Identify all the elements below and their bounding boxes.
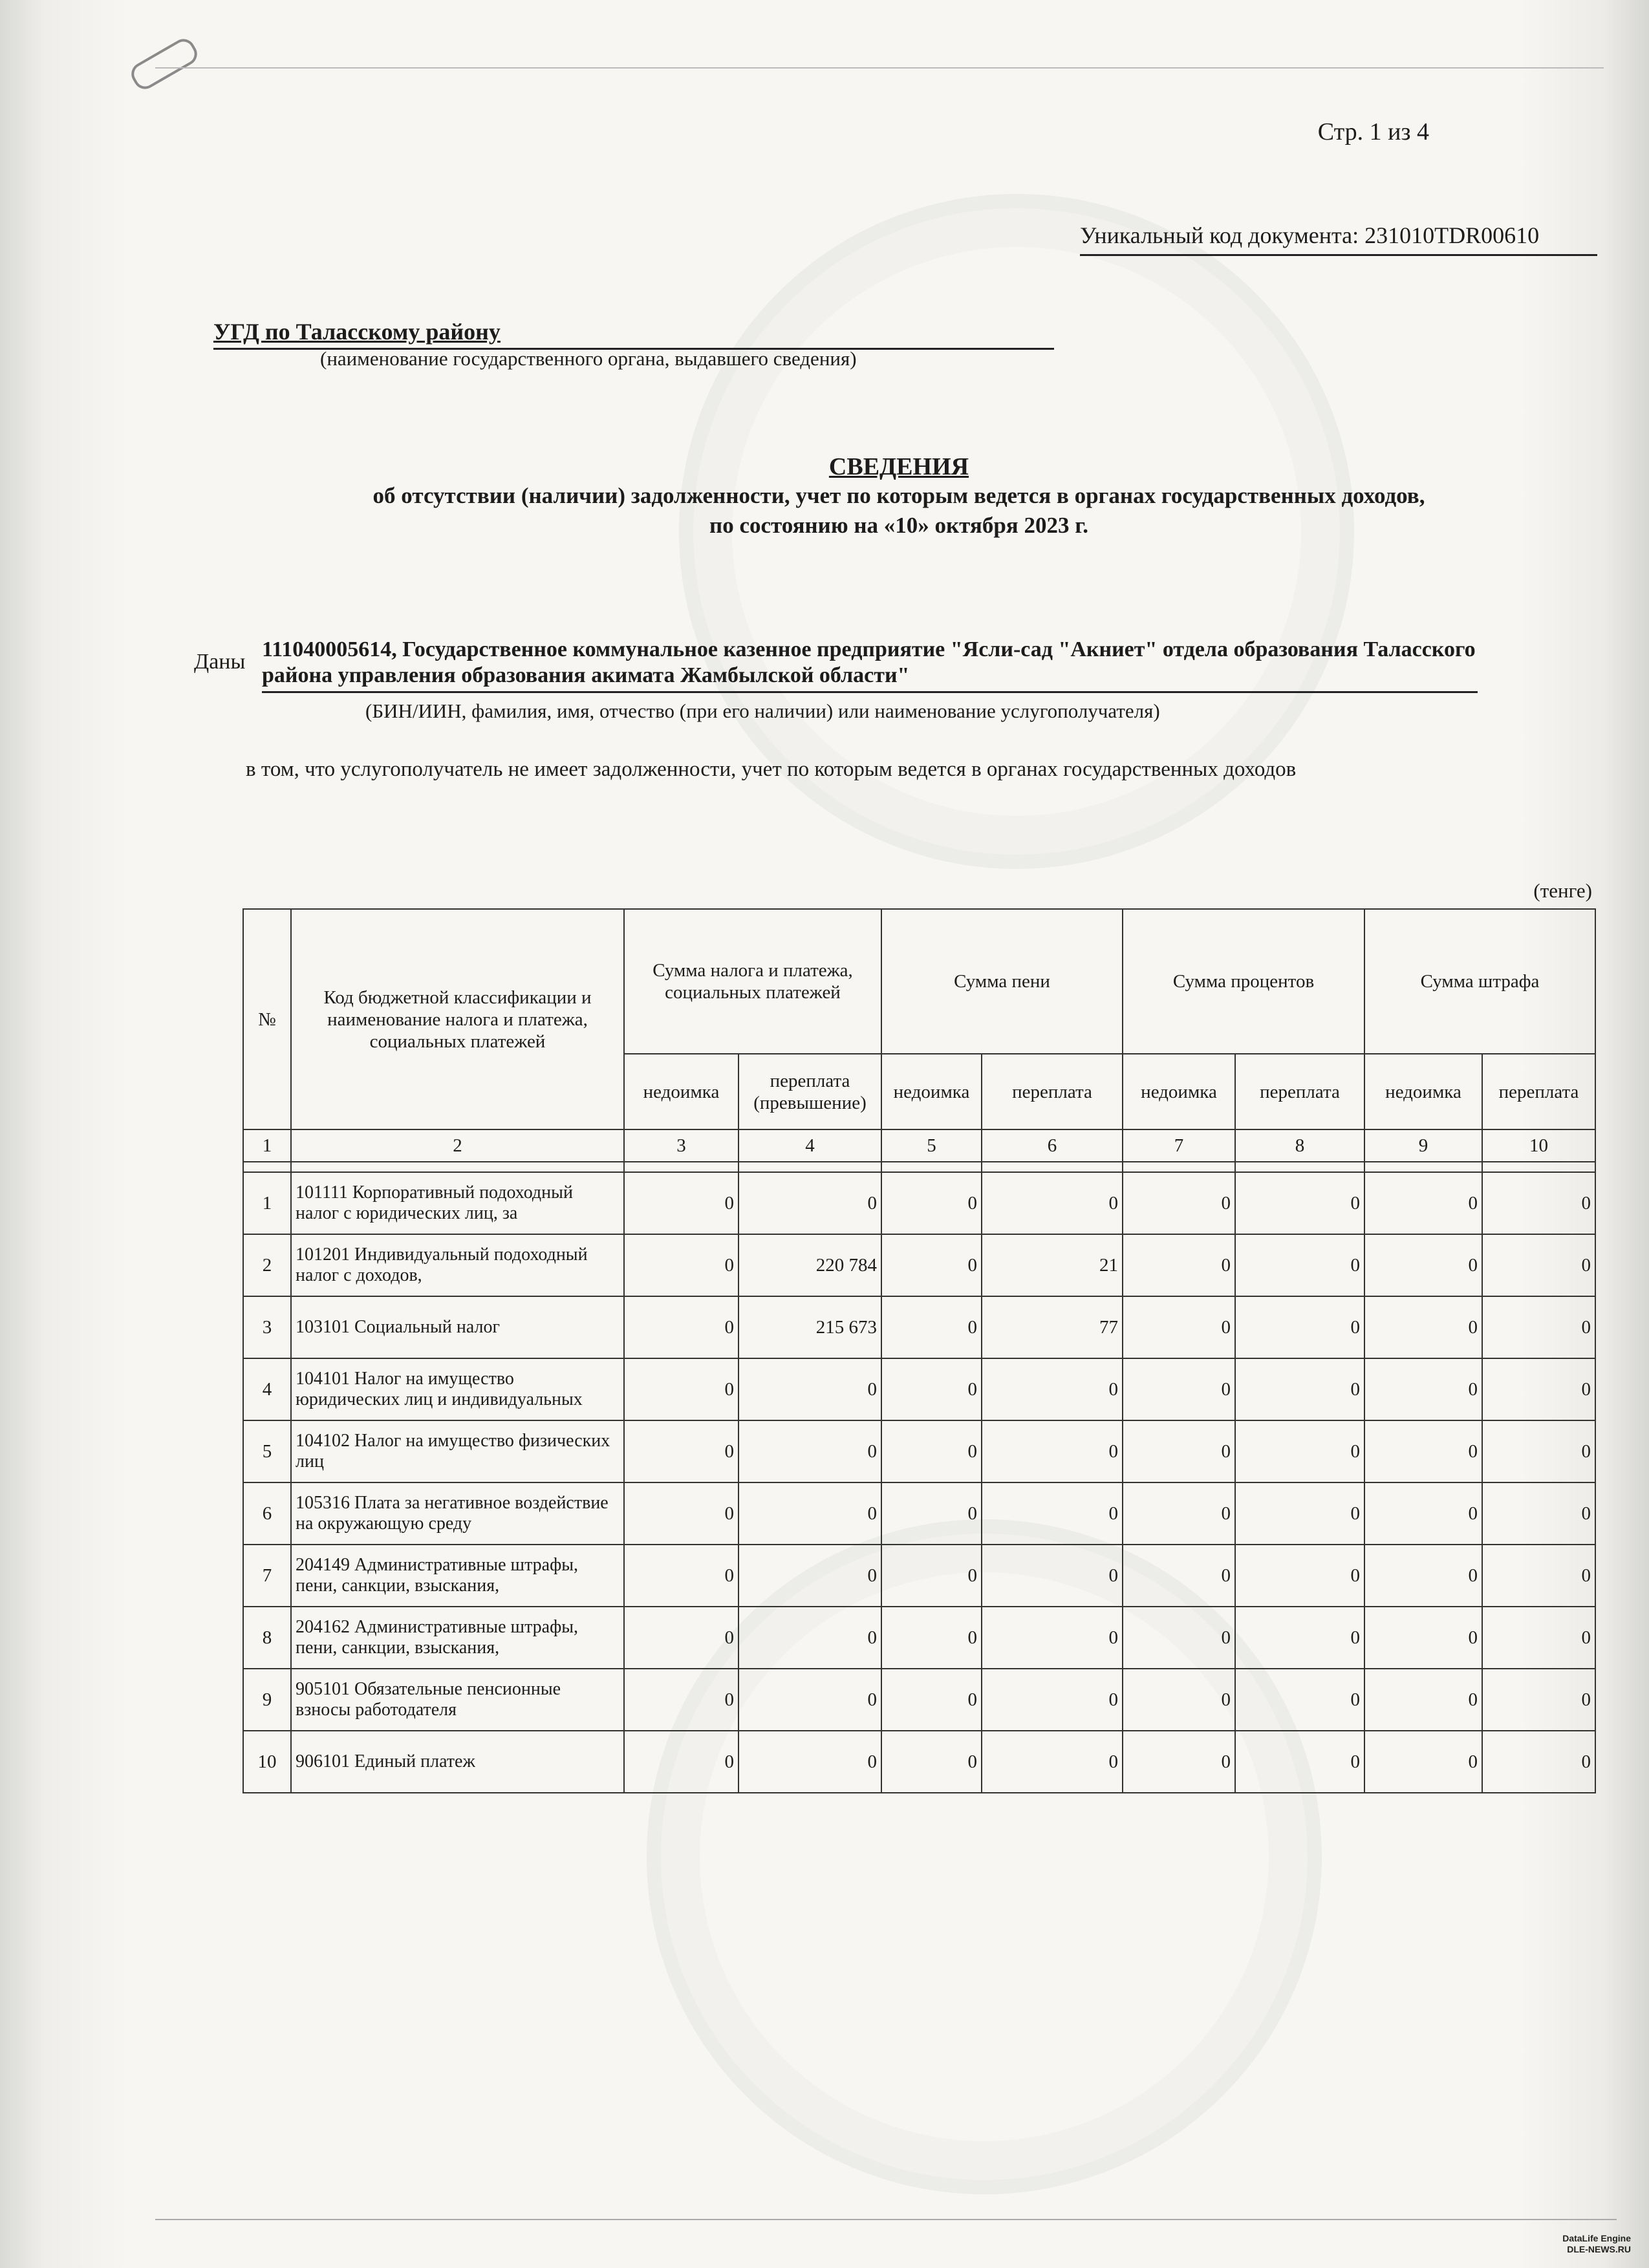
budget-code-name: 104102 Налог на имущество физических лиц (291, 1420, 624, 1482)
header-penalty-arrears: недоимка (881, 1054, 982, 1129)
amount-cell: 0 (1123, 1358, 1235, 1420)
amount-cell: 0 (624, 1482, 738, 1545)
amount-cell: 0 (881, 1358, 982, 1420)
debt-table (242, 908, 1596, 1793)
amount-cell: 0 (881, 1296, 982, 1358)
row-number: 1 (243, 1172, 291, 1234)
amount-cell: 0 (624, 1607, 738, 1669)
amount-cell: 0 (1482, 1420, 1595, 1482)
document-subtitle-line2: по состоянию на «10» октября 2023 г. (709, 513, 1088, 538)
scan-edge-top (155, 67, 1604, 69)
amount-cell: 0 (624, 1420, 738, 1482)
budget-code-name: 204149 Административные штрафы, пени, санкции, взыскания, (291, 1545, 624, 1607)
amount-cell: 0 (881, 1172, 982, 1234)
row-number: 2 (243, 1234, 291, 1296)
document-title: СВЕДЕНИЯ (828, 453, 969, 480)
row-number: 8 (243, 1607, 291, 1669)
footer-brand-name: DataLife Engine (1562, 2233, 1631, 2243)
amount-cell: 0 (1123, 1482, 1235, 1545)
amount-cell: 0 (624, 1172, 738, 1234)
footer-brand-site: DLE-NEWS.RU (1567, 2244, 1631, 2254)
amount-cell: 0 (624, 1731, 738, 1793)
amount-cell: 0 (738, 1420, 881, 1482)
table-row (243, 1482, 1595, 1545)
document-subtitle-line1: об отсутствии (наличии) задолженности, учет по которым ведется в органах государственных доходов, (372, 483, 1425, 508)
amount-cell: 0 (1235, 1296, 1364, 1358)
amount-cell: 0 (881, 1731, 982, 1793)
amount-cell: 0 (624, 1296, 738, 1358)
amount-cell: 0 (1235, 1420, 1364, 1482)
amount-cell: 0 (1123, 1731, 1235, 1793)
amount-cell: 0 (982, 1420, 1123, 1482)
budget-code-name: 105316 Плата за негативное воздействие на окружающую среду (291, 1482, 624, 1545)
amount-cell: 0 (1235, 1545, 1364, 1607)
spacer-cell (291, 1162, 624, 1172)
column-number: 10 (1482, 1129, 1595, 1162)
amount-cell: 0 (1364, 1358, 1482, 1420)
amount-cell: 0 (624, 1669, 738, 1731)
table-row (243, 1545, 1595, 1607)
budget-code-name: 204162 Административные штрафы, пени, санкции, взыскания, (291, 1607, 624, 1669)
page-number: Стр. 1 из 4 (1317, 118, 1429, 145)
document-code: Уникальный код документа: 231010TDR00610 (1080, 222, 1597, 256)
spacer-cell (624, 1162, 738, 1172)
amount-cell: 0 (1123, 1234, 1235, 1296)
header-fine-arrears: недоимка (1364, 1054, 1482, 1129)
amount-cell: 0 (1482, 1358, 1595, 1420)
amount-cell: 0 (1235, 1731, 1364, 1793)
column-number: 5 (881, 1129, 982, 1162)
header-code: Код бюджетной классификации и наименование налога и платежа, социальных платежей (291, 909, 624, 1129)
amount-cell: 0 (1364, 1669, 1482, 1731)
amount-cell: 0 (1123, 1172, 1235, 1234)
amount-cell: 0 (881, 1234, 982, 1296)
header-interest-overpayment: переплата (1235, 1054, 1364, 1129)
row-number: 5 (243, 1420, 291, 1482)
amount-cell: 0 (1123, 1607, 1235, 1669)
amount-cell: 0 (1364, 1545, 1482, 1607)
column-number: 4 (738, 1129, 881, 1162)
amount-cell: 0 (624, 1234, 738, 1296)
header-fine-overpayment: переплата (1482, 1054, 1595, 1129)
table-row (243, 1669, 1595, 1731)
amount-cell: 0 (982, 1607, 1123, 1669)
amount-cell: 0 (738, 1545, 881, 1607)
spacer-cell (738, 1162, 881, 1172)
row-number: 4 (243, 1358, 291, 1420)
table-spacer-row (243, 1162, 1595, 1172)
amount-cell: 0 (1235, 1607, 1364, 1669)
column-number-row (243, 1129, 1595, 1162)
row-number: 7 (243, 1545, 291, 1607)
budget-code-name: 103101 Социальный налог (291, 1296, 624, 1358)
document-title-block (194, 453, 1604, 540)
amount-cell: 0 (1364, 1296, 1482, 1358)
amount-cell: 0 (1364, 1172, 1482, 1234)
column-number: 1 (243, 1129, 291, 1162)
spacer-cell (1123, 1162, 1235, 1172)
amount-cell: 77 (982, 1296, 1123, 1358)
amount-cell: 0 (624, 1545, 738, 1607)
amount-cell: 0 (738, 1669, 881, 1731)
amount-cell: 0 (881, 1669, 982, 1731)
row-number: 9 (243, 1669, 291, 1731)
budget-code-name: 906101 Единый платеж (291, 1731, 624, 1793)
amount-cell: 0 (982, 1482, 1123, 1545)
amount-cell: 215 673 (738, 1296, 881, 1358)
spacer-cell (1235, 1162, 1364, 1172)
issuer-name: УГД по Таласскому району (213, 318, 1054, 350)
amount-cell: 0 (982, 1172, 1123, 1234)
amount-cell: 0 (1482, 1296, 1595, 1358)
amount-cell: 0 (1364, 1731, 1482, 1793)
amount-cell: 0 (982, 1358, 1123, 1420)
currency-label: (тенге) (1533, 879, 1592, 902)
column-number: 9 (1364, 1129, 1482, 1162)
header-penalty-sum: Сумма пени (881, 909, 1123, 1054)
amount-cell: 0 (1364, 1482, 1482, 1545)
table-row (243, 1358, 1595, 1420)
table-row (243, 1420, 1595, 1482)
column-number: 6 (982, 1129, 1123, 1162)
amount-cell: 0 (1482, 1234, 1595, 1296)
spacer-cell (1482, 1162, 1595, 1172)
amount-cell: 0 (1123, 1545, 1235, 1607)
amount-cell: 0 (982, 1731, 1123, 1793)
spacer-cell (1364, 1162, 1482, 1172)
amount-cell: 0 (738, 1607, 881, 1669)
amount-cell: 21 (982, 1234, 1123, 1296)
amount-cell: 220 784 (738, 1234, 881, 1296)
column-number: 7 (1123, 1129, 1235, 1162)
amount-cell: 0 (624, 1358, 738, 1420)
header-tax-arrears: недоимка (624, 1054, 738, 1129)
amount-cell: 0 (1235, 1234, 1364, 1296)
amount-cell: 0 (1364, 1234, 1482, 1296)
column-number: 8 (1235, 1129, 1364, 1162)
amount-cell: 0 (1482, 1545, 1595, 1607)
issuer-caption: (наименование государственного органа, выдавшего сведения) (320, 347, 857, 370)
table-row (243, 1607, 1595, 1669)
recipient-caption: (БИН/ИИН, фамилия, имя, отчество (при его наличии) или наименование услугополучателя) (365, 700, 1160, 722)
amount-cell: 0 (1235, 1669, 1364, 1731)
amount-cell: 0 (738, 1358, 881, 1420)
amount-cell: 0 (1482, 1669, 1595, 1731)
row-number: 3 (243, 1296, 291, 1358)
spacer-cell (982, 1162, 1123, 1172)
recipient-line2: района управления образования акимата Жамбылской области" (262, 663, 910, 687)
amount-cell: 0 (1482, 1172, 1595, 1234)
header-tax-overpayment: переплата (превышение) (738, 1054, 881, 1129)
amount-cell: 0 (1482, 1482, 1595, 1545)
budget-code-name: 101201 Индивидуальный подоходный налог с доходов, (291, 1234, 624, 1296)
given-label: Даны (194, 650, 246, 674)
header-penalty-overpayment: переплата (982, 1054, 1123, 1129)
recipient-name (262, 637, 1478, 693)
amount-cell: 0 (1123, 1296, 1235, 1358)
amount-cell: 0 (982, 1545, 1123, 1607)
amount-cell: 0 (738, 1172, 881, 1234)
row-number: 6 (243, 1482, 291, 1545)
amount-cell: 0 (1482, 1607, 1595, 1669)
amount-cell: 0 (1123, 1420, 1235, 1482)
amount-cell: 0 (1482, 1731, 1595, 1793)
amount-cell: 0 (738, 1731, 881, 1793)
amount-cell: 0 (1364, 1607, 1482, 1669)
header-fine-sum: Сумма штрафа (1364, 909, 1595, 1054)
amount-cell: 0 (1364, 1420, 1482, 1482)
table-row (243, 1731, 1595, 1793)
column-number: 3 (624, 1129, 738, 1162)
amount-cell: 0 (1123, 1669, 1235, 1731)
amount-cell: 0 (881, 1420, 982, 1482)
amount-cell: 0 (1235, 1172, 1364, 1234)
header-interest-sum: Сумма процентов (1123, 909, 1364, 1054)
header-interest-arrears: недоимка (1123, 1054, 1235, 1129)
amount-cell: 0 (1235, 1358, 1364, 1420)
amount-cell: 0 (881, 1482, 982, 1545)
budget-code-name: 104101 Налог на имущество юридических лиц и индивидуальных (291, 1358, 624, 1420)
header-no: № (243, 909, 291, 1129)
statement-text: в том, что услугополучатель не имеет задолженности, учет по которым ведется в органах государственных доходов (246, 758, 1297, 781)
header-tax-sum: Сумма налога и платежа, социальных платежей (624, 909, 881, 1054)
budget-code-name: 905101 Обязательные пенсионные взносы работодателя (291, 1669, 624, 1731)
recipient-line1: 111040005614, Государственное коммунальное казенное предприятие "Ясли-сад "Акниет" отдела образования Таласского (262, 637, 1476, 661)
budget-code-name: 101111 Корпоративный подоходный налог с юридических лиц, за (291, 1172, 624, 1234)
table-row (243, 1296, 1595, 1358)
table-row (243, 1234, 1595, 1296)
amount-cell: 0 (881, 1545, 982, 1607)
row-number: 10 (243, 1731, 291, 1793)
table-row (243, 1172, 1595, 1234)
spacer-cell (881, 1162, 982, 1172)
amount-cell: 0 (982, 1669, 1123, 1731)
column-number: 2 (291, 1129, 624, 1162)
amount-cell: 0 (881, 1607, 982, 1669)
amount-cell: 0 (1235, 1482, 1364, 1545)
spacer-cell (243, 1162, 291, 1172)
amount-cell: 0 (738, 1482, 881, 1545)
footer-brand (1562, 2233, 1631, 2255)
scan-edge-bottom (155, 2219, 1617, 2220)
